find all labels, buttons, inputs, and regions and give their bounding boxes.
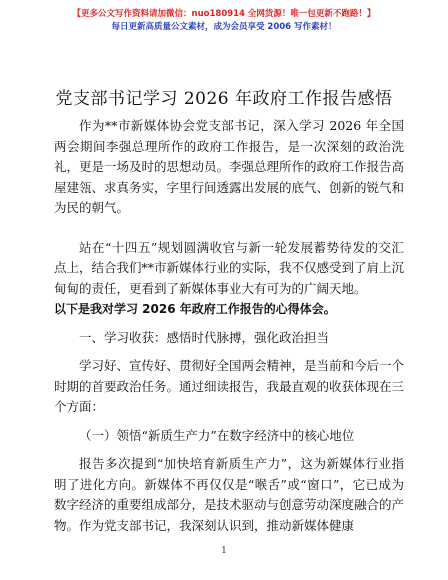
page-number: 1	[221, 546, 227, 556]
sub-heading-1: （一）领悟“新质生产力”在数字经济中的核心地位	[79, 427, 355, 443]
paragraph-intro: 作为**市新媒体协会党支部书记，深入学习 2026 年全国两会期间李强总理所作的政府工作报告，是一次深刻的政治洗礼，更是一场及时的思想动员。李强总理所作的政府工作报告高屋建瓴、求真务实，字里行间透露出发展的底气、创新的锐气和为民的朝气。	[54, 118, 405, 215]
promo-line-2: 每日更新高质量公文素材，成为会员享受 2006 写作素材！	[111, 22, 337, 32]
paragraph-gap	[54, 219, 404, 238]
paragraph-task: 学习好、宣传好、贯彻好全国两会精神，是当前和今后一个时期的首要政治任务。通过细读报告，我最直观的收获体现在三个方面：	[54, 358, 405, 414]
experience-intro: 以下是我对学习 2026 年政府工作报告的心得体会。	[54, 302, 336, 316]
document-title: 党支部书记学习 2026 年政府工作报告感悟	[55, 89, 393, 109]
section-heading-1: 一、学习收获：感悟时代脉搏，强化政治担当	[79, 329, 330, 345]
document-body	[54, 116, 404, 536]
promo-banner	[0, 8, 448, 34]
promo-line-1: 【更多公文写作资料请加微信：nuo180914 全网货源！唯一包更新不跑路！】	[72, 9, 376, 19]
paragraph-context-tail	[54, 299, 404, 320]
paragraph-productivity: 报告多次提到“加快培育新质生产力”，这为新媒体行业指明了进化方向。新媒体不再仅仅是“喉舌”或“窗口”，它已成为数字经济的重要组成部分，是技术驱动与创意劳动深度融合的产物。作为党支部书记，我深刻认识到，推动新媒体健康	[54, 456, 405, 533]
paragraph-context: 站在“十四五”规划圆满收官与新一轮发展蓄势待发的交汇点上，结合我们**市新媒体行业的实际，我不仅感受到了肩上沉甸甸的责任，更看到了新媒体事业大有可为的广阔天地。	[54, 239, 405, 296]
